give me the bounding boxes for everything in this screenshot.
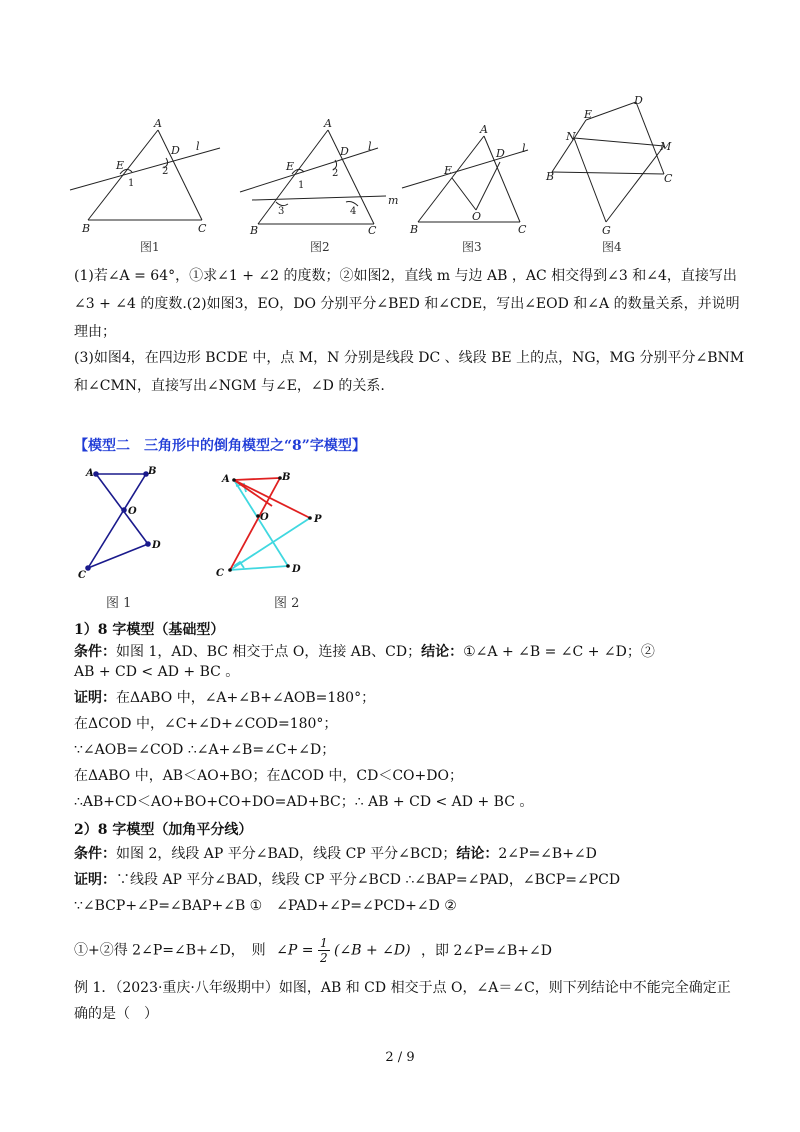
label-angle-3: 3 (278, 206, 285, 217)
figure-3-drawing (400, 122, 550, 237)
proof-label: 证明： (74, 690, 116, 706)
label-D: D (171, 144, 180, 157)
label-angle-4: 4 (350, 206, 357, 217)
label-C: C (216, 568, 224, 579)
figure-4-drawing (540, 94, 690, 239)
label-B: B (148, 466, 157, 477)
label-C: C (368, 224, 377, 237)
figure-3 (400, 122, 550, 237)
label-B: B (546, 170, 555, 183)
proof2-line-3 (74, 936, 734, 972)
label-D: D (152, 540, 161, 551)
proof1-line-3: ∵∠AOB=∠COD ∴∠A+∠B=∠C+∠D； (74, 742, 336, 758)
model2-figure-2 (212, 466, 332, 581)
proof2-line-1 (74, 870, 734, 890)
fraction-numerator: 1 (319, 936, 328, 950)
example-line-2: 确的是（ ） (74, 1006, 158, 1022)
label-D: D (634, 94, 643, 107)
figure-1-caption: 图1 (140, 240, 160, 254)
figure-2-drawing (238, 112, 398, 237)
model2-heading: 【模型二 三角形中的倒角模型之“8”字模型】 (74, 438, 366, 454)
label-D: D (340, 145, 349, 158)
proof-label: 证明： (74, 872, 116, 888)
fraction (318, 936, 330, 965)
proof1-line-5: ∴AB+CD＜AO+BO+CO+DO=AD+BC；∴ AB + CD < AD + BC 。 (74, 794, 534, 810)
section1-title: 1）8 字模型（基础型） (74, 622, 225, 638)
label-A: A (86, 468, 94, 479)
model2-figure-1 (78, 462, 168, 582)
section2-condition (74, 844, 734, 864)
fraction-rhs: (∠B + ∠D) (334, 942, 411, 959)
model2-figure-1-drawing (78, 462, 168, 582)
label-A: A (154, 117, 162, 130)
label-E: E (116, 159, 125, 172)
label-l: l (522, 142, 526, 155)
figure-3-caption: 图3 (462, 240, 482, 254)
label-N: N (566, 130, 576, 143)
fraction-lhs: ∠P = (276, 942, 314, 959)
label-O: O (260, 512, 269, 523)
label-m: m (388, 194, 398, 207)
label-C: C (78, 570, 86, 581)
proof-text: ∵线段 AP 平分∠BAD，线段 CP 平分∠BCD ∴∠BAP=∠PAD，∠BCP=∠PCD (116, 872, 621, 888)
figure-4-caption: 图4 (602, 240, 622, 254)
label-M: M (660, 140, 672, 153)
proof1-line-2: 在ΔCOD 中，∠C+∠D+∠COD=180°； (74, 716, 338, 732)
label-C: C (518, 223, 527, 236)
section1-conclusion-2: AB + CD < AD + BC 。 (74, 664, 240, 680)
label-G: G (602, 224, 611, 237)
label-A: A (324, 117, 332, 130)
problem-line-1: (1)若∠A = 64°，①求∠1 + ∠2 的度数；②如图2，直线 m 与边 AB ，AC 相交得到∠3 和∠4，直接写出 (74, 268, 737, 284)
conclusion-label: 结论： (456, 846, 499, 862)
problem-line-3: 理由； (74, 324, 116, 340)
problem-line-5: 和∠CMN，直接写出∠NGM 与∠E，∠D 的关系. (74, 378, 385, 394)
label-angle-2: 2 (162, 166, 169, 177)
label-E: E (286, 160, 295, 173)
proof2-line-2: ∵∠BCP+∠P=∠BAP+∠B ① ∠PAD+∠P=∠PCD+∠D ② (74, 898, 457, 914)
proof2-line-3a: ①+②得 2∠P=∠B+∠D， 则 (74, 942, 266, 959)
label-C: C (198, 222, 207, 235)
conclusion-label: 结论： (421, 644, 464, 660)
label-angle-1: 1 (298, 180, 305, 191)
condition-label: 条件： (74, 846, 116, 862)
label-B: B (410, 223, 419, 236)
proof-text: 在ΔABO 中，∠A+∠B+∠AOB=180°； (116, 690, 376, 706)
label-B: B (82, 222, 91, 235)
model2-figure-2-drawing (212, 466, 332, 581)
label-B: B (250, 224, 259, 237)
figure-4 (540, 94, 690, 239)
label-O: O (128, 506, 137, 517)
label-l: l (196, 140, 200, 153)
model2-figure-2-caption: 图 2 (274, 596, 300, 611)
label-P: P (314, 514, 322, 525)
fraction-expression (276, 936, 410, 965)
example-line-1: 例 1．（2023·重庆·八年级期中）如图，AB 和 CD 相交于点 O，∠A＝∠C，则下列结论中不能完全确定正 (74, 980, 731, 996)
label-D: D (496, 147, 505, 160)
fraction-denominator: 2 (319, 951, 328, 965)
label-E: E (584, 108, 593, 121)
page-number: 2 / 9 (385, 1050, 415, 1065)
condition-label: 条件： (74, 644, 116, 660)
label-E: E (444, 164, 453, 177)
label-l: l (368, 140, 372, 153)
proof1-line-1 (74, 688, 734, 708)
problem-line-4: (3)如图4，在四边形 BCDE 中，点 M，N 分别是线段 DC 、线段 BE 上的点，NG，MG 分别平分∠BNM (74, 350, 745, 366)
section1-condition (74, 642, 734, 662)
proof1-line-4: 在ΔABO 中，AB＜AO+BO；在ΔCOD 中，CD＜CO+DO； (74, 768, 463, 784)
proof2-line-3b: ，即 2∠P=∠B+∠D (421, 942, 552, 959)
figure-2 (238, 112, 398, 237)
figure-2-caption: 图2 (310, 240, 330, 254)
figure-1-drawing (68, 112, 228, 237)
label-C: C (664, 172, 673, 185)
fig2-cyan-lines (230, 480, 310, 570)
problem-line-2: ∠3 + ∠4 的度数.(2)如图3，EO，DO 分别平分∠BED 和∠CDE，写出∠EOD 和∠A 的数量关系，并说明 (74, 296, 740, 312)
label-B: B (282, 472, 291, 483)
label-angle-2: 2 (332, 168, 339, 179)
fig1-lines (86, 472, 150, 570)
section2-title: 2）8 字模型（加角平分线） (74, 822, 253, 838)
condition-text: 如图 1，AD、BC 相交于点 O，连接 AB、CD； (116, 644, 422, 660)
conclusion-text: ①∠A + ∠B = ∠C + ∠D；② (463, 644, 655, 660)
figure-1 (68, 112, 228, 237)
label-O: O (472, 210, 482, 223)
label-A: A (222, 474, 230, 485)
conclusion-text: 2∠P=∠B+∠D (498, 846, 597, 862)
label-angle-1: 1 (128, 178, 135, 189)
model2-figure-1-caption: 图 1 (106, 596, 132, 611)
label-A: A (480, 123, 488, 136)
condition-text: 如图 2，线段 AP 平分∠BAD，线段 CP 平分∠BCD； (116, 846, 457, 862)
label-D: D (292, 564, 301, 575)
